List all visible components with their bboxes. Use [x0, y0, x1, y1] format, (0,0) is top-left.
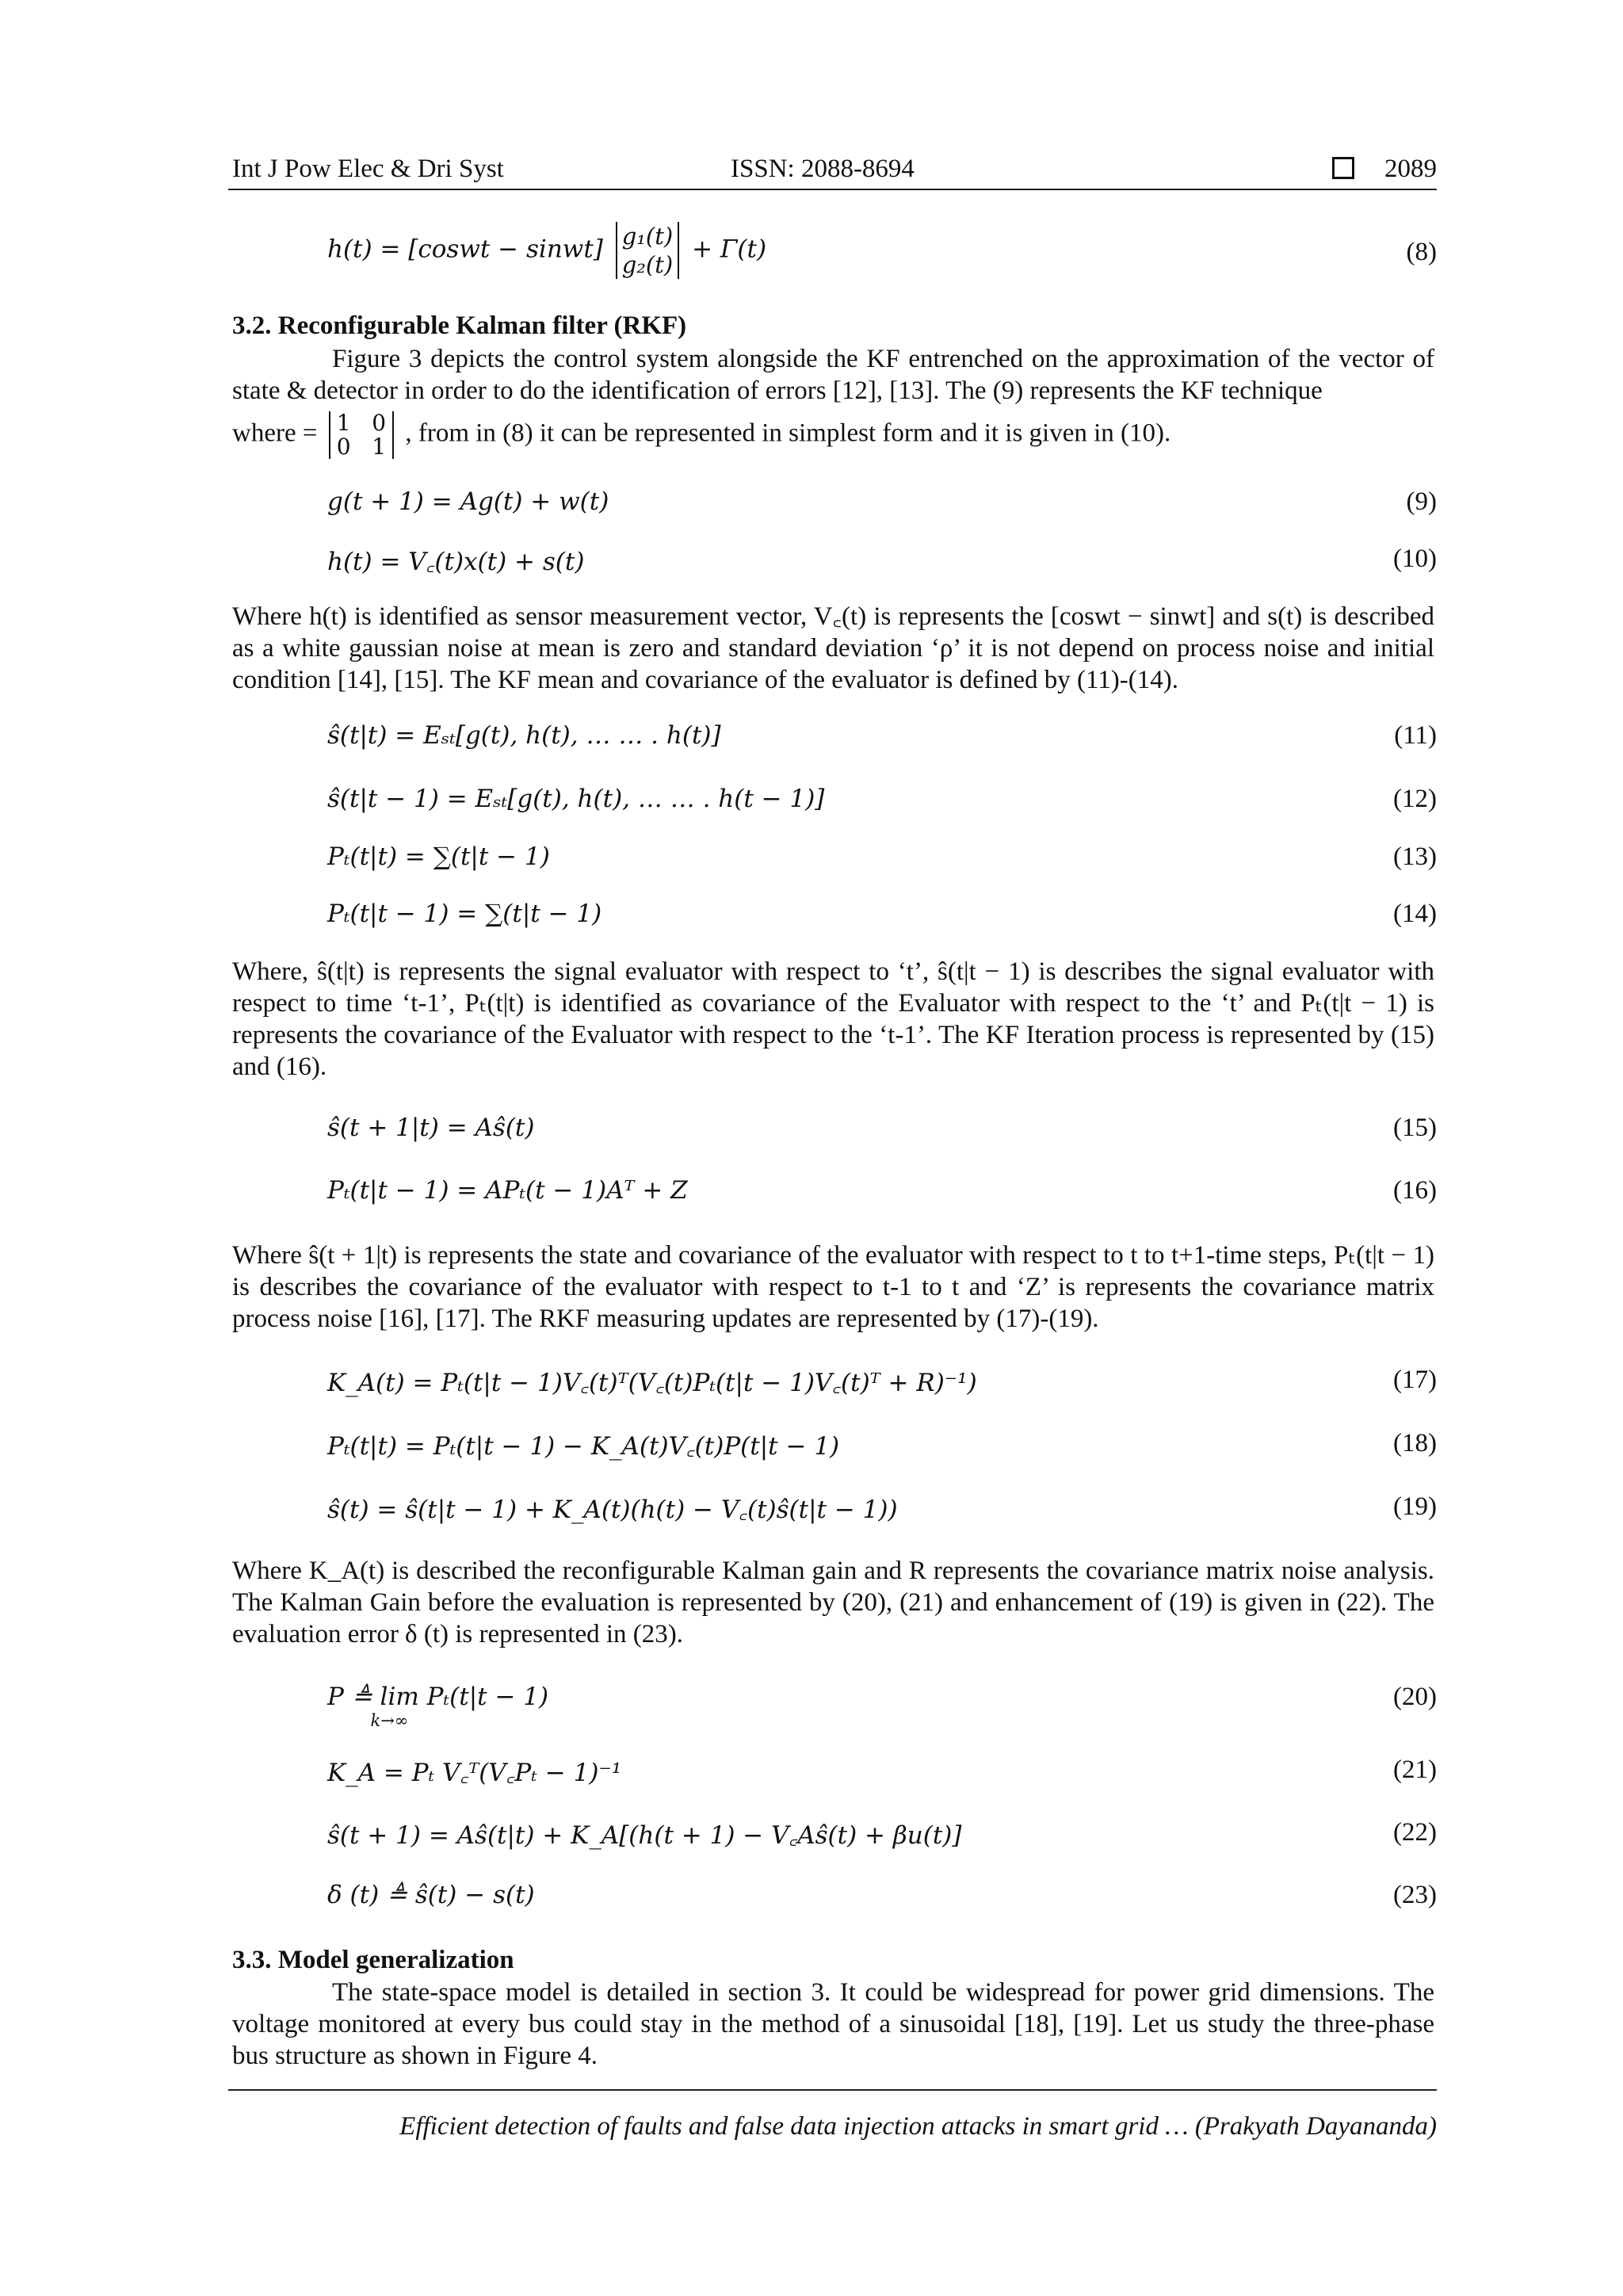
equation-22-label: (22) — [1393, 1818, 1437, 1847]
footer-rule — [228, 2089, 1437, 2091]
equation-23-label: (23) — [1393, 1881, 1437, 1909]
equation-18-label: (18) — [1393, 1429, 1437, 1457]
identity-matrix: 1 0 0 1 — [329, 411, 394, 459]
equation-10-label: (10) — [1393, 544, 1437, 573]
equation-9: g(t + 1) = Ag(t) + w(t) — [327, 487, 609, 516]
journal-name: Int J Pow Elec & Dri Syst — [232, 155, 504, 183]
equation-10: h(t) = V꜀(t)x(t) + s(t) — [327, 548, 585, 576]
section-3-2-paragraph-3: Where, ŝ(t|t) is represents the signal evaluator with respect to ‘t’, ŝ(t|t − 1) is describes the signal evaluator with respect to time ‘t-1’, Pₜ(t|t) is identified as covariance of the Evaluator with respect to the ‘t’ and Pₜ(t|t − 1) is represents the covariance of the Evaluator with respect to the ‘t-1’. The KF Iteration process is represented by (15) and (16). — [232, 957, 1434, 1081]
equation-20-label: (20) — [1393, 1683, 1437, 1711]
page-number: 2089 — [1384, 155, 1437, 183]
header-rule — [228, 189, 1437, 190]
page-number-group — [1332, 155, 1437, 184]
equation-9-label: (9) — [1406, 487, 1437, 516]
footer-citation: Efficient detection of faults and false data injection attacks in smart grid … (Prakyath Dayananda) — [399, 2112, 1437, 2141]
equation-23: δ (t) ≜ ŝ(t) − s(t) — [327, 1881, 535, 1909]
limit-subscript: k→∞ — [370, 1711, 409, 1730]
equation-19-label: (19) — [1393, 1492, 1437, 1521]
equation-15: ŝ(t + 1|t) = Aŝ(t) — [327, 1114, 535, 1142]
equation-21: K_A = Pₜ V꜀ᵀ(V꜀Pₜ − 1)⁻¹ — [327, 1759, 622, 1787]
equation-14: Pₜ(t|t − 1) = ∑(t|t − 1) — [327, 900, 602, 928]
square-bullet-icon — [1332, 157, 1354, 179]
equation-20: P ≜ lim k→∞ Pₜ(t|t − 1) — [327, 1683, 549, 1730]
section-3-2-paragraph-1 — [232, 343, 1434, 459]
equation-17: K_A(t) = Pₜ(t|t − 1)V꜀(t)ᵀ(V꜀(t)Pₜ(t|t − 1)V꜀(t)ᵀ + R)⁻¹) — [327, 1369, 977, 1397]
equation-8-label: (8) — [1406, 238, 1437, 266]
equation-13: Pₜ(t|t) = ∑(t|t − 1) — [327, 842, 550, 871]
section-3-3-heading: 3.3. Model generalization — [232, 1946, 514, 1974]
equation-18: Pₜ(t|t) = Pₜ(t|t − 1) − K_A(t)V꜀(t)P(t|t − 1) — [327, 1432, 840, 1461]
where-label: where = — [232, 418, 318, 448]
section-3-2-paragraph-4: Where ŝ(t + 1|t) is represents the state and covariance of the evaluator with respect to t to t+1-time steps, Pₜ(t|t − 1) is describes the covariance of the evaluator with respect to t-1 to t and ‘Z’ is represents the covariance matrix process noise [16], [17]. The RKF measuring updates are represented by (17)-(19). — [232, 1241, 1434, 1333]
equation-11: ŝ(t|t) = Eₛₜ[g(t), h(t), … … . h(t)] — [327, 721, 721, 750]
equation-17-label: (17) — [1393, 1366, 1437, 1394]
equation-12-label: (12) — [1393, 785, 1437, 813]
equation-12: ŝ(t|t − 1) = Eₛₜ[g(t), h(t), … … . h(t − 1)] — [327, 785, 825, 813]
section-3-3-paragraph-1: The state-space model is detailed in section 3. It could be widespread for power grid dimensions. The voltage monitored at every bus could stay in the method of a sinusoidal [18], [19]. Let us study the three-phase bus structure as shown in Figure 4. — [232, 1978, 1434, 2070]
equation-15-label: (15) — [1393, 1114, 1437, 1142]
equation-21-label: (21) — [1393, 1755, 1437, 1784]
equation-8: h(t) = [coswt − sinwt] g₁(t) g₂(t) + Γ(t) — [327, 223, 767, 278]
equation-14-label: (14) — [1393, 900, 1437, 928]
paragraph-1-rest: , from in (8) it can be represented in simplest form and it is given in (10). — [405, 418, 1171, 448]
equation-11-label: (11) — [1394, 721, 1437, 750]
section-3-2-paragraph-5: Where K_A(t) is described the reconfigurable Kalman gain and R represents the covariance matrix noise analysis. The Kalman Gain before the evaluation is represented by (20), (21) and enhancement of (19) is given in (22). The evaluation error δ (t) is represented in (23). — [232, 1557, 1434, 1648]
section-3-2-heading: 3.2. Reconfigurable Kalman filter (RKF) — [232, 311, 687, 340]
equation-13-label: (13) — [1393, 842, 1437, 871]
equation-22: ŝ(t + 1) = Aŝ(t|t) + K_A[(h(t + 1) − V꜀Aŝ(t) + βu(t)] — [327, 1821, 962, 1850]
equation-19: ŝ(t) = ŝ(t|t − 1) + K_A(t)(h(t) − V꜀(t)ŝ(t|t − 1)) — [327, 1496, 898, 1524]
paragraph-1-text: Figure 3 depicts the control system alongside the KF entrenched on the approximation of the vector of state & detector in order to do the identification of errors [12], [13]. The (9) represents the KF technique — [232, 345, 1434, 405]
equation-16-label: (16) — [1393, 1176, 1437, 1205]
equation-16: Pₜ(t|t − 1) = APₜ(t − 1)Aᵀ + Z — [327, 1176, 688, 1205]
issn: ISSN: 2088-8694 — [731, 155, 915, 183]
section-3-2-paragraph-2: Where h(t) is identified as sensor measurement vector, V꜀(t) is represents the [coswt − sinwt] and s(t) is described as a white gaussian noise at mean is zero and standard deviation ‘ρ’ it is not depend on process noise and initial condition [14], [15]. The KF mean and covariance of the evaluator is defined by (11)-(14). — [232, 602, 1434, 694]
